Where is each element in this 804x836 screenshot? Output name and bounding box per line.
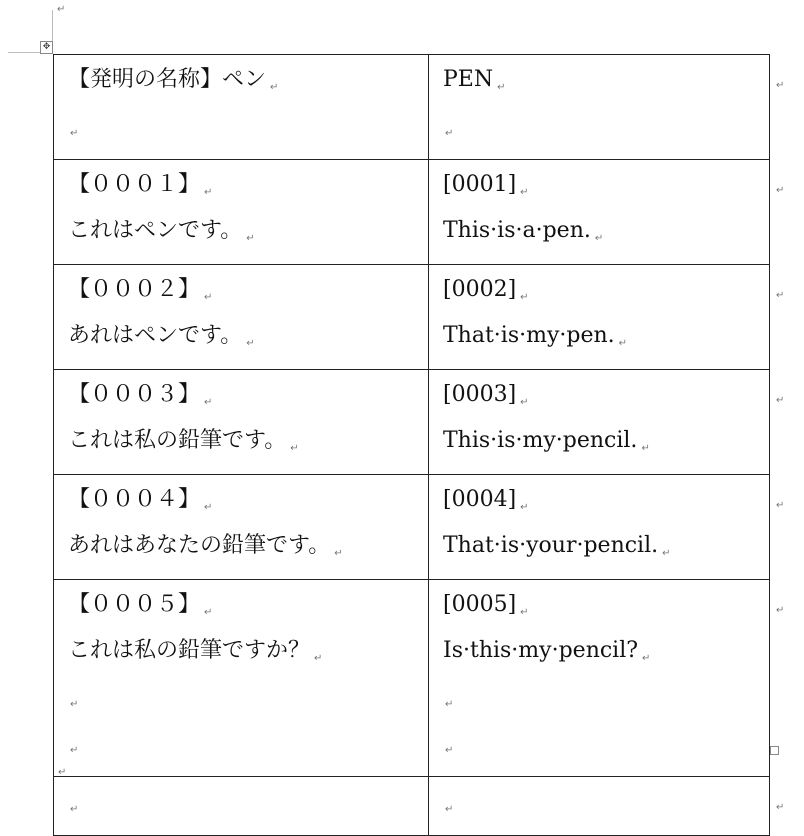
japanese-cell[interactable] (54, 580, 429, 777)
paragraph-mark: ↵ (594, 233, 604, 244)
paragraph-mark: ↵ (641, 443, 650, 454)
cell-content (429, 777, 769, 835)
paragraph-text-content: これは私の鉛筆ですか？ (68, 638, 311, 663)
paragraph-text (68, 638, 428, 684)
paragraph-mark: ↵ (70, 699, 79, 710)
paragraph-text-content: This·is·a·pen. (443, 218, 591, 243)
end-of-row-mark: ↵ (776, 394, 785, 406)
paragraph-text (68, 323, 428, 369)
paragraph-mark: ↵ (662, 548, 671, 559)
paragraph-heading (443, 382, 769, 428)
table-resize-handle[interactable] (770, 746, 779, 755)
paragraph-mark: ↵ (246, 338, 255, 349)
paragraph-mark: ↵ (314, 653, 323, 664)
english-cell[interactable] (429, 55, 770, 160)
table-row (54, 475, 770, 580)
english-cell[interactable] (429, 777, 770, 836)
paragraph-text-content: 【０００３】 (68, 382, 201, 407)
paragraph-mark: ↵ (70, 745, 79, 756)
japanese-cell[interactable] (54, 777, 429, 836)
paragraph-text-content: 【０００２】 (68, 277, 201, 302)
paragraph-mark: ↵ (204, 502, 213, 513)
japanese-cell[interactable] (54, 370, 429, 475)
paragraph-mark: ↵ (204, 292, 213, 303)
end-of-row-mark: ↵ (776, 184, 785, 196)
end-of-row-mark: ↵ (776, 604, 785, 616)
paragraph-mark: ↵ (290, 443, 299, 454)
empty-paragraph (443, 113, 769, 159)
paragraph-text-content: This·is·my·pencil. (443, 428, 638, 453)
cell-content (54, 160, 428, 264)
paragraph-text (443, 638, 769, 684)
paragraph-text-content: [0002] (443, 277, 517, 302)
paragraph-heading (68, 487, 428, 533)
paragraph-mark: ↵ (520, 187, 529, 198)
table-move-handle-icon[interactable]: ✥ (40, 41, 53, 54)
paragraph-text-content: [0001] (443, 172, 517, 197)
cell-content (429, 580, 769, 776)
table-row (54, 370, 770, 475)
paragraph-mark: ↵ (520, 502, 529, 513)
end-of-row-mark: ↵ (776, 79, 785, 91)
paragraph-text-content: [0005] (443, 592, 517, 617)
english-cell[interactable] (429, 265, 770, 370)
empty-paragraph (68, 684, 428, 730)
table-row (54, 580, 770, 777)
paragraph-text-content: [0004] (443, 487, 517, 512)
paragraph-text-content: That·is·your·pencil. (443, 533, 659, 558)
cell-content (54, 265, 428, 369)
english-cell[interactable] (429, 370, 770, 475)
english-cell[interactable] (429, 160, 770, 265)
paragraph-heading (443, 172, 769, 218)
empty-paragraph (68, 789, 428, 835)
paragraph-heading (443, 67, 769, 113)
paragraph-text-content: あれはあなたの鉛筆です。 (68, 533, 331, 558)
paragraph-text-content: PEN (443, 67, 494, 92)
paragraph-text-content: Is·this·my·pencil? (443, 638, 639, 663)
cell-content (429, 160, 769, 264)
paragraph-text (68, 533, 428, 579)
paragraph-mark: ↵ (618, 338, 628, 349)
paragraph-text-content: That·is·my·pen. (443, 323, 615, 348)
paragraph-mark: ↵ (445, 699, 454, 710)
bilingual-patent-table (53, 54, 770, 836)
paragraph-mark: ↵ (204, 397, 213, 408)
table-body (54, 55, 770, 836)
paragraph-text (443, 533, 769, 579)
end-of-row-mark: ↵ (776, 499, 785, 511)
empty-paragraph (443, 684, 769, 730)
cell-content (54, 55, 428, 159)
table-row (54, 265, 770, 370)
cell-content (429, 370, 769, 474)
empty-paragraph (68, 113, 428, 159)
cell-content (54, 580, 428, 776)
cell-content (429, 265, 769, 369)
paragraph-heading (68, 67, 428, 113)
paragraph-text-content: 【発明の名称】ペン (68, 67, 267, 92)
paragraph-mark: ↵ (445, 804, 454, 815)
table-row (54, 55, 770, 160)
paragraph-mark-top: ↵ (57, 4, 66, 15)
cell-content (54, 475, 428, 579)
paragraph-text-content: これはペンです。 (68, 218, 243, 243)
paragraph-text (68, 218, 428, 264)
paragraph-text-content: 【０００４】 (68, 487, 201, 512)
paragraph-text-content: 【０００１】 (68, 172, 201, 197)
paragraph-mark: ↵ (520, 397, 529, 408)
paragraph-mark: ↵ (497, 82, 506, 93)
japanese-cell[interactable] (54, 265, 429, 370)
paragraph-text (443, 428, 769, 474)
japanese-cell[interactable] (54, 475, 429, 580)
empty-paragraph (68, 730, 428, 776)
paragraph-mark: ↵ (520, 607, 529, 618)
paragraph-text-content: [0003] (443, 382, 517, 407)
cell-content (54, 777, 428, 835)
paragraph-mark: ↵ (445, 745, 454, 756)
paragraph-mark: ↵ (445, 128, 454, 139)
paragraph-mark: ↵ (642, 653, 651, 664)
paragraph-heading (443, 277, 769, 323)
cell-content (429, 475, 769, 579)
paragraph-mark: ↵ (70, 128, 79, 139)
paragraph-mark: ↵ (270, 82, 279, 93)
paragraph-heading (443, 487, 769, 533)
end-of-row-mark: ↵ (776, 801, 785, 813)
paragraph-text-content: これは私の鉛筆です。 (68, 428, 287, 453)
paragraph-heading (68, 592, 428, 638)
paragraph-text-content: あれはペンです。 (68, 323, 243, 348)
end-of-row-mark: ↵ (776, 289, 785, 301)
paragraph-text (443, 323, 769, 369)
paragraph-text (68, 428, 428, 474)
table-row (54, 160, 770, 265)
empty-paragraph (443, 730, 769, 776)
paragraph-text-content: 【０００５】 (68, 592, 201, 617)
empty-paragraph (443, 789, 769, 835)
paragraph-mark: ↵ (520, 292, 529, 303)
japanese-cell[interactable] (54, 160, 429, 265)
paragraph-heading (443, 592, 769, 638)
paragraph-mark-bottom: ↵ (58, 767, 67, 778)
japanese-cell[interactable] (54, 55, 429, 160)
english-cell[interactable] (429, 580, 770, 777)
paragraph-heading (68, 277, 428, 323)
paragraph-mark: ↵ (204, 607, 213, 618)
paragraph-mark: ↵ (246, 233, 255, 244)
paragraph-mark: ↵ (334, 548, 343, 559)
paragraph-heading (68, 172, 428, 218)
paragraph-mark: ↵ (204, 187, 213, 198)
english-cell[interactable] (429, 475, 770, 580)
table-row (54, 777, 770, 836)
paragraph-mark: ↵ (70, 804, 79, 815)
cell-content (54, 370, 428, 474)
cell-content (429, 55, 769, 159)
paragraph-text (443, 218, 769, 264)
paragraph-heading (68, 382, 428, 428)
